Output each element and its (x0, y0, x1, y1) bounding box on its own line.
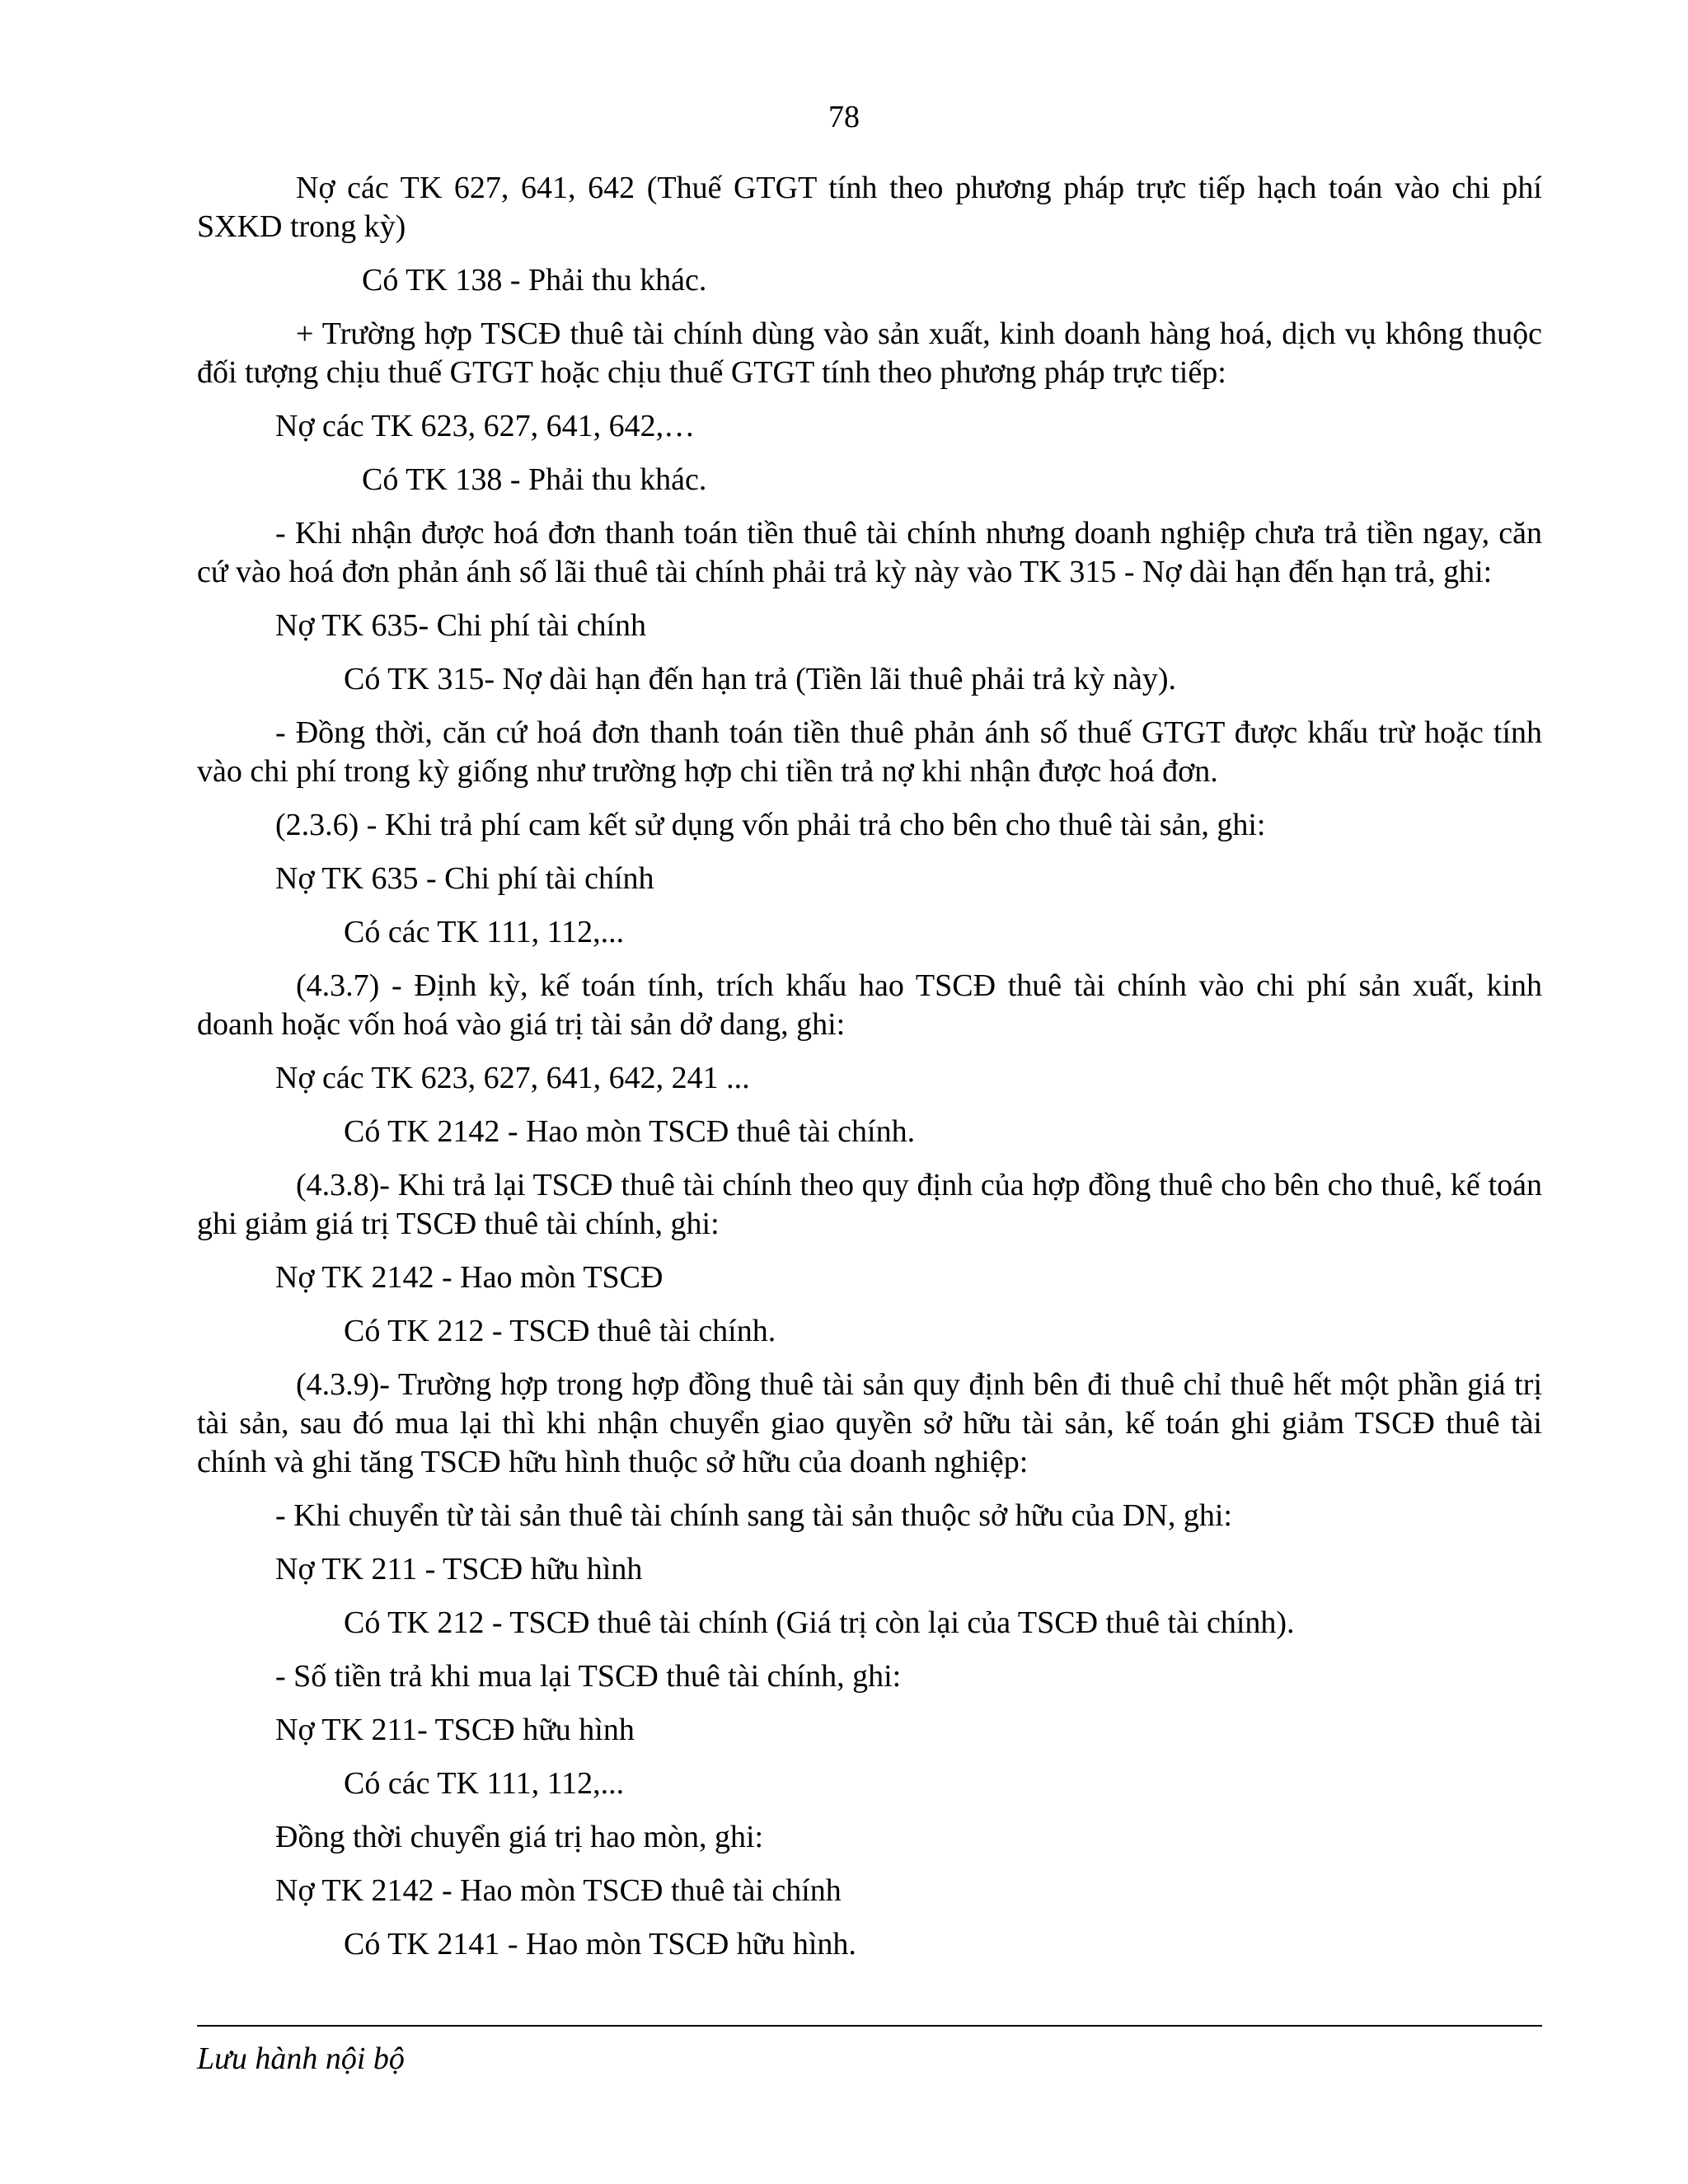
case-non-vat-goods: + Trường hợp TSCĐ thuê tài chính dùng vào sản xuất, kinh doanh hàng hoá, dịch vụ không thuộc đối tượng chịu thuế GTGT hoặc chịu thuế GTGT tính theo phương pháp trực tiếp: (197, 316, 1542, 390)
credit-entry-212: Có TK 212 - TSCĐ thuê tài chính. (344, 1314, 776, 1348)
credit-entry-2142: Có TK 2142 - Hao mòn TSCĐ thuê tài chính. (344, 1114, 916, 1149)
transfer-ownership-line: - Khi chuyển từ tài sản thuê tài chính sang tài sản thuộc sở hữu của DN, ghi: (275, 1498, 1232, 1533)
section-4-3-8: (4.3.8)- Khi trả lại TSCĐ thuê tài chính theo quy định của hợp đồng thuê cho bên cho thuê, kế toán ghi giảm giá trị TSCĐ thuê tài chính, ghi: (197, 1168, 1542, 1241)
footer-note: Lưu hành nội bộ (197, 2041, 405, 2076)
credit-entry-2141: Có TK 2141 - Hao mòn TSCĐ hữu hình. (344, 1927, 856, 1961)
credit-entry-111-112-buyback: Có các TK 111, 112,... (344, 1766, 625, 1801)
credit-entry-138: Có TK 138 - Phải thu khác. (362, 263, 707, 298)
section-4-3-7: (4.3.7) - Định kỳ, kế toán tính, trích khấu hao TSCĐ thuê tài chính vào chi phí sản xuất, kinh doanh hoặc vốn hoá vào giá trị tài sản dở dang, ghi: (197, 968, 1542, 1042)
debit-entry-627-641-642: Nợ các TK 627, 641, 642 (Thuế GTGT tính theo phương pháp trực tiếp hạch toán vào chi phí SXKD trong kỳ) (197, 171, 1542, 244)
credit-entry-138-again: Có TK 138 - Phải thu khác. (362, 462, 707, 497)
section-4-3-9: (4.3.9)- Trường hợp trong hợp đồng thuê tài sản quy định bên đi thuê chỉ thuê hết một phần giá trị tài sản, sau đó mua lại thì khi nhận chuyển giao quyền sở hữu tài sản, kế toán ghi giảm TSCĐ thuê tài chính và ghi tăng TSCĐ hữu hình thuộc sở hữu của doanh nghiệp: (197, 1367, 1542, 1479)
debit-entry-2142-transfer: Nợ TK 2142 - Hao mòn TSCĐ thuê tài chính (275, 1873, 842, 1908)
debit-entry-depreciation: Nợ các TK 623, 627, 641, 642, 241 ... (275, 1061, 750, 1095)
credit-entry-111-112: Có các TK 111, 112,... (344, 915, 625, 949)
transfer-depreciation-line: Đồng thời chuyển giá trị hao mòn, ghi: (275, 1820, 764, 1854)
page-body (197, 169, 1542, 1979)
invoice-received-paragraph: - Khi nhận được hoá đơn thanh toán tiền thuê tài chính nhưng doanh nghiệp chưa trả tiền ngay, căn cứ vào hoá đơn phản ánh số lãi thuê tài chính phải trả kỳ này vào TK 315 - Nợ dài hạn đến hạn trả, ghi: (197, 516, 1542, 589)
vat-deduction-paragraph: - Đồng thời, căn cứ hoá đơn thanh toán tiền thuê phản ánh số thuế GTGT được khấu trừ hoặc tính vào chi phí trong kỳ giống như trường hợp chi tiền trả nợ khi nhận được hoá đơn. (197, 715, 1542, 789)
buyback-payment-line: - Số tiền trả khi mua lại TSCĐ thuê tài chính, ghi: (275, 1659, 902, 1694)
debit-entry-211: Nợ TK 211 - TSCĐ hữu hình (275, 1552, 643, 1586)
page-number: 78 (828, 100, 860, 134)
debit-entry-211-buyback: Nợ TK 211- TSCĐ hữu hình (275, 1713, 635, 1747)
credit-entry-315: Có TK 315- Nợ dài hạn đến hạn trả (Tiền lãi thuê phải trả kỳ này). (344, 662, 1176, 696)
credit-entry-212-remaining: Có TK 212 - TSCĐ thuê tài chính (Giá trị còn lại của TSCĐ thuê tài chính). (344, 1605, 1295, 1640)
debit-entry-2142: Nợ TK 2142 - Hao mòn TSCĐ (275, 1260, 663, 1295)
debit-entry-635: Nợ TK 635- Chi phí tài chính (275, 608, 647, 643)
debit-entry-623-627-641-642: Nợ các TK 623, 627, 641, 642,… (275, 409, 696, 443)
footer-divider (197, 2025, 1542, 2027)
debit-entry-635-commitment: Nợ TK 635 - Chi phí tài chính (275, 861, 654, 896)
section-2-3-6: (2.3.6) - Khi trả phí cam kết sử dụng vốn phải trả cho bên cho thuê tài sản, ghi: (275, 808, 1266, 842)
